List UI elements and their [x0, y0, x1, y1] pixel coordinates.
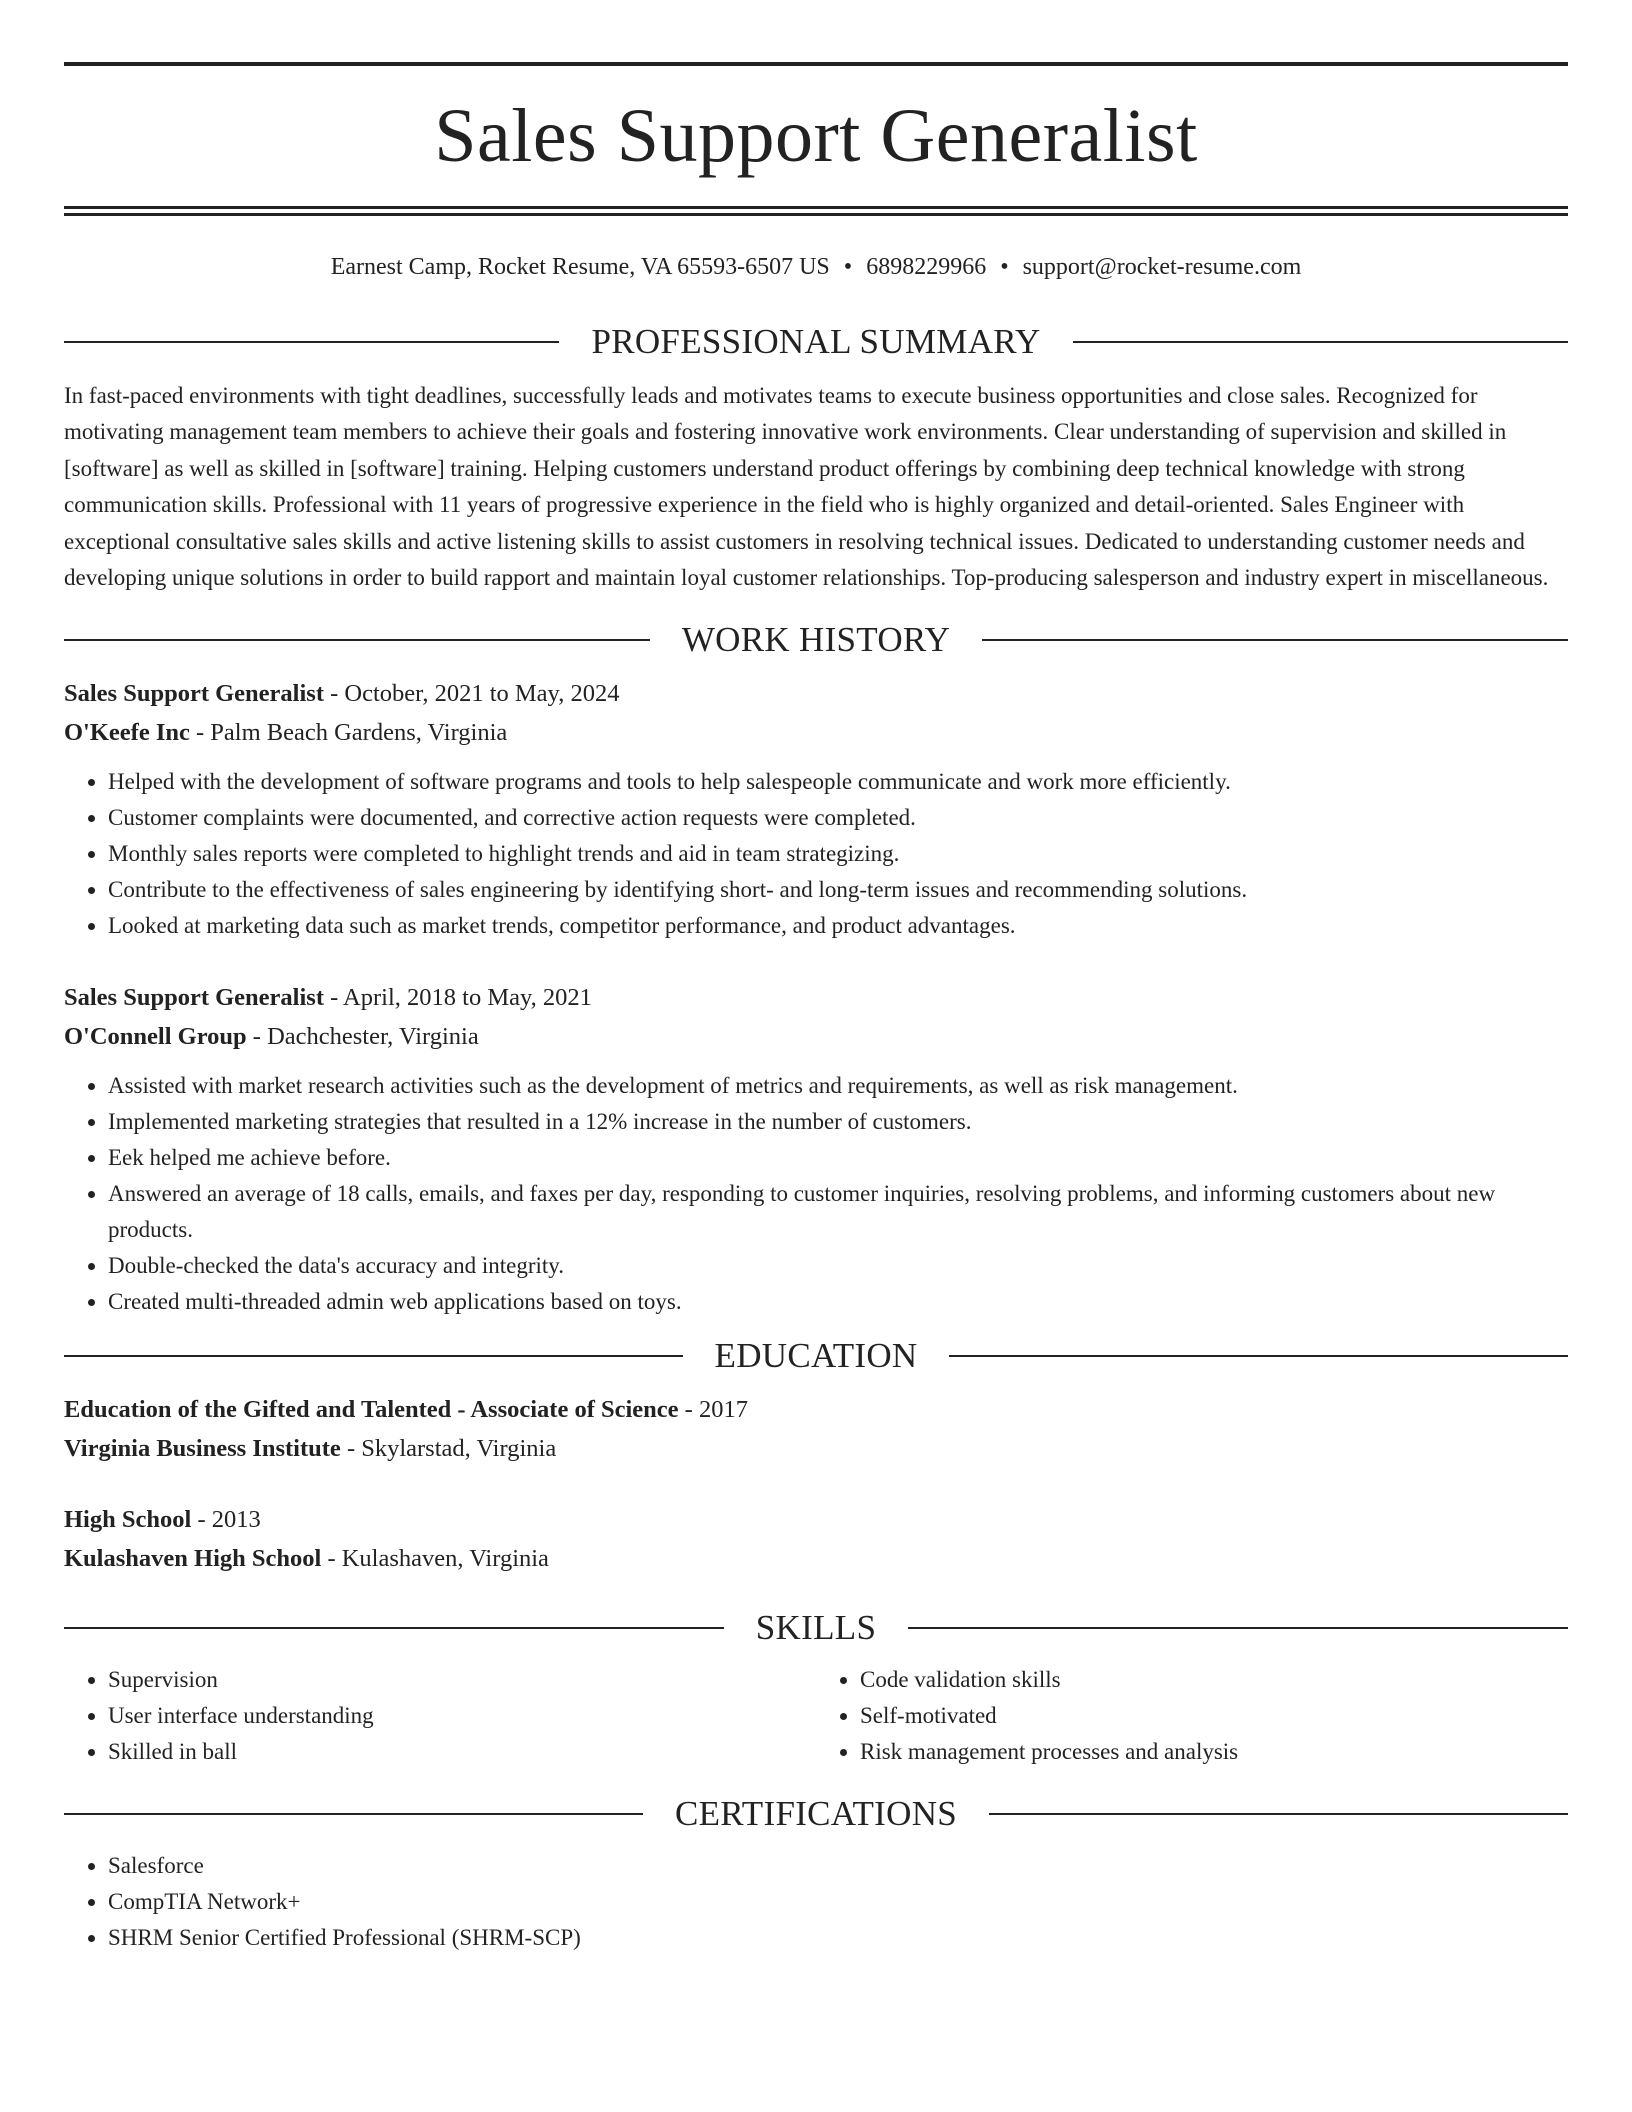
job-title: Sales Support Generalist [64, 984, 324, 1012]
title-rule-lower [64, 213, 1568, 216]
section-header-summary [64, 320, 1568, 364]
section-rule [989, 1813, 1568, 1815]
contact-email: support@rocket-resume.com [1022, 254, 1302, 280]
education-school-line [64, 1429, 1568, 1468]
education-location: - Kulashaven, Virginia [321, 1545, 549, 1573]
job-bullet: • Monthly sales reports were completed to highlight trends and aid in team strategizing. [108, 836, 1568, 872]
section-rule [64, 1627, 724, 1629]
education-entry [64, 1390, 1568, 1468]
job-company: O'Connell Group [64, 1023, 247, 1051]
skills-list-left [64, 1662, 816, 1770]
contact-line [64, 250, 1568, 284]
job-bullet: • Eek helped me achieve before. [108, 1140, 1568, 1176]
title-rule-upper [64, 206, 1568, 209]
section-rule [949, 1355, 1568, 1357]
certifications-list [64, 1848, 1568, 1956]
job-bullet: • Answered an average of 18 calls, emails, and faxes per day, responding to customer inquiries, resolving problems, and informing customers about new products. [108, 1176, 1568, 1248]
certification-item: • SHRM Senior Certified Professional (SHRM-SCP) [108, 1920, 1568, 1956]
education-year: - 2017 [678, 1396, 748, 1424]
section-rule [982, 639, 1568, 641]
certification-item: • Salesforce [108, 1848, 1568, 1884]
skill-item: • Supervision [108, 1662, 816, 1698]
skill-item: • Skilled in ball [108, 1734, 816, 1770]
education-location: - Skylarstad, Virginia [340, 1435, 557, 1463]
skill-item: • Code validation skills [860, 1662, 1568, 1698]
education-school: Virginia Business Institute [64, 1435, 341, 1463]
section-title: EDUCATION [714, 1336, 918, 1376]
skill-item: • Self-motivated [860, 1698, 1568, 1734]
job-dates: - October, 2021 to May, 2024 [324, 680, 620, 708]
job-bullet: • Double-checked the data's accuracy and integrity. [108, 1248, 1568, 1284]
resume-title: Sales Support Generalist [434, 94, 1198, 178]
job-title-line [64, 674, 1568, 713]
skills-columns [64, 1662, 1568, 1770]
contact-phone: 6898229966 [866, 254, 987, 280]
section-rule [64, 1355, 683, 1357]
job-location: - Dachchester, Virginia [246, 1023, 479, 1051]
job-bullet: • Contribute to the effectiveness of sales engineering by identifying short- and long-term issues and recommending solutions. [108, 872, 1568, 908]
skill-item: • Risk management processes and analysis [860, 1734, 1568, 1770]
resume-page [64, 62, 1568, 1956]
section-header-skills [64, 1606, 1568, 1650]
job-bullet: • Assisted with market research activities such as the development of metrics and requirements, as well as risk management. [108, 1068, 1568, 1104]
section-rule [64, 639, 650, 641]
section-header-education [64, 1334, 1568, 1378]
section-title: SKILLS [755, 1608, 877, 1648]
job-title: Sales Support Generalist [64, 680, 324, 708]
job-bullet: • Customer complaints were documented, and corrective action requests were completed. [108, 800, 1568, 836]
section-title: PROFESSIONAL SUMMARY [591, 322, 1041, 361]
education-entry [64, 1500, 1568, 1578]
section-title: CERTIFICATIONS [674, 1794, 958, 1834]
education-year: - 2013 [191, 1506, 261, 1534]
job-company-line [64, 713, 1568, 752]
education-degree-line [64, 1500, 1568, 1539]
job-location: - Palm Beach Gardens, Virginia [189, 719, 508, 747]
contact-address: Earnest Camp, Rocket Resume, VA 65593-6507 US [330, 254, 830, 280]
job-entry [64, 674, 1568, 944]
job-company-line [64, 1017, 1568, 1056]
job-bullets [64, 1068, 1568, 1320]
job-bullet: • Looked at marketing data such as market trends, competitor performance, and product advantages. [108, 908, 1568, 944]
education-degree: Education of the Gifted and Talented - Associate of Science [64, 1396, 679, 1424]
education-school-line [64, 1539, 1568, 1578]
job-company: O'Keefe Inc [64, 719, 190, 747]
skill-item: • User interface understanding [108, 1698, 816, 1734]
section-rule [64, 341, 559, 343]
contact-separator: • [843, 254, 853, 280]
education-degree: High School [64, 1506, 192, 1534]
summary-text: In fast-paced environments with tight deadlines, successfully leads and motivates teams to execute business opportunities and close sales. Recognized for motivating management team members to achieve their goals and fostering innovative work environments. Clear understanding of supervision and skilled in [software] as well as skilled in [software] training. Helping customers understand product offerings by combining deep technical knowledge with strong communication skills. Professional with 11 years of progressive experience in the field who is highly organized and detail-oriented. Sales Engineer with exceptional consultative sales skills and active listening skills to assist customers in resolving technical issues. Dedicated to understanding customer needs and developing unique solutions in order to build rapport and maintain loyal customer relationships. Top-producing salesperson and industry expert in miscellaneous. [64, 383, 1549, 591]
section-title: WORK HISTORY [681, 620, 951, 660]
skills-list-right [816, 1662, 1568, 1770]
section-header-work [64, 618, 1568, 662]
certification-item: • CompTIA Network+ [108, 1884, 1568, 1920]
job-bullet: • Created multi-threaded admin web applications based on toys. [108, 1284, 1568, 1320]
section-rule [64, 1813, 643, 1815]
job-title-line [64, 978, 1568, 1017]
contact-separator: • [1000, 254, 1009, 280]
section-rule [908, 1627, 1568, 1629]
job-dates: - April, 2018 to May, 2021 [324, 984, 592, 1012]
section-header-certifications [64, 1792, 1568, 1836]
job-bullets [64, 764, 1568, 944]
job-entry [64, 978, 1568, 1320]
section-rule [1073, 341, 1568, 343]
job-bullet: • Implemented marketing strategies that resulted in a 12% increase in the number of customers. [108, 1104, 1568, 1140]
education-degree-line [64, 1390, 1568, 1429]
education-school: Kulashaven High School [64, 1545, 322, 1573]
job-bullet: • Helped with the development of software programs and tools to help salespeople communicate and work more efficiently. [108, 764, 1568, 800]
